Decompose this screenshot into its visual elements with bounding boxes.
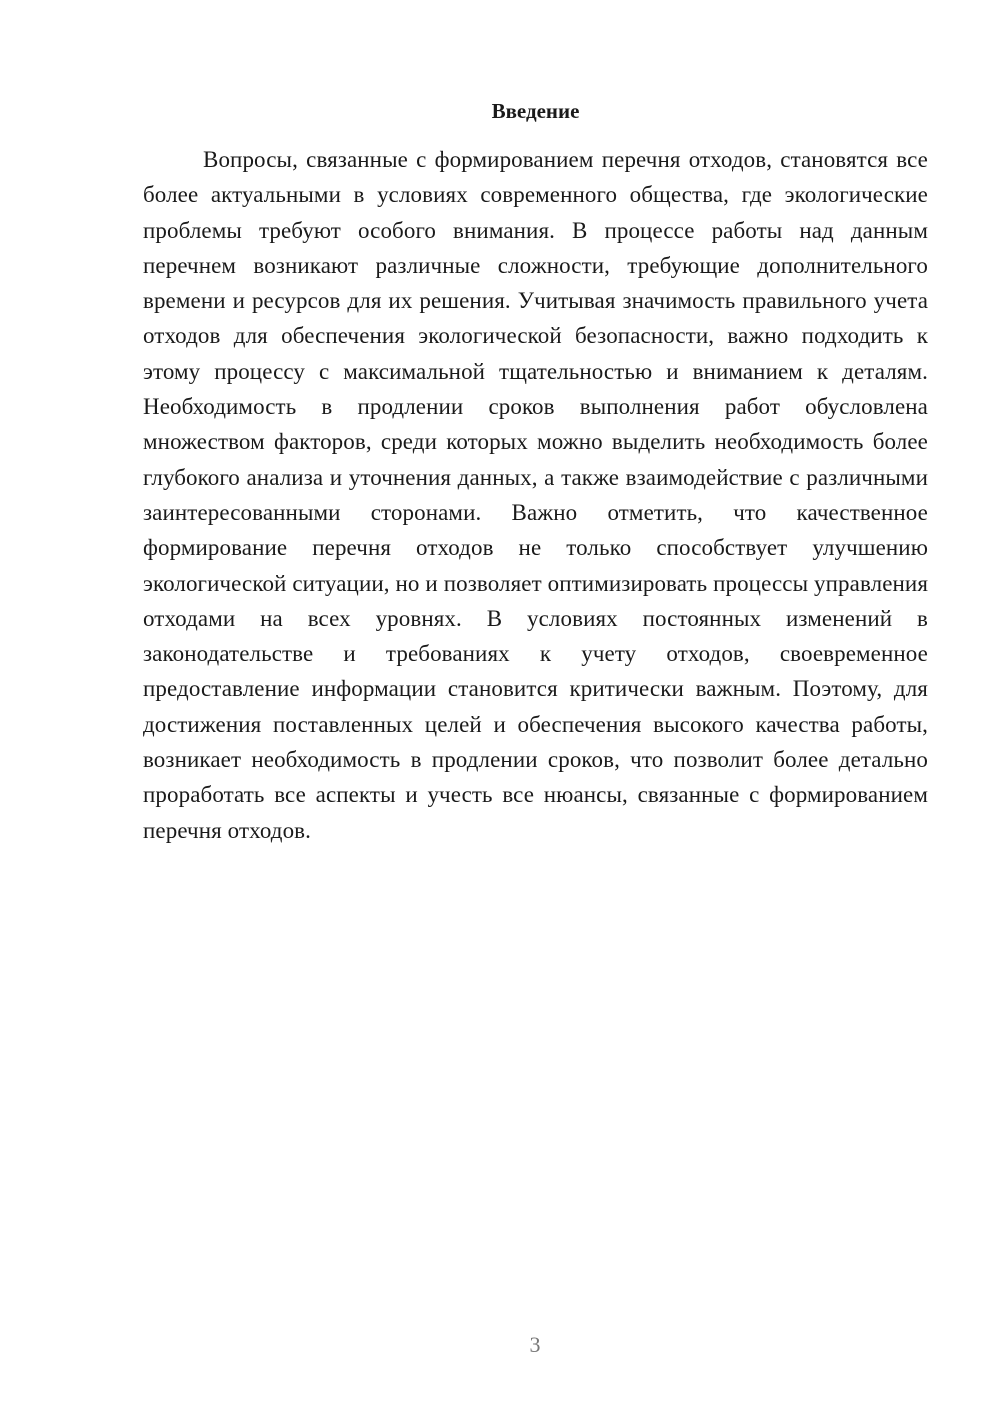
section-heading: Введение <box>491 99 580 123</box>
body-paragraph: Вопросы, связанные с формированием перечня отходов, становятся все более актуальными в условиях современного общества, где экологические проблемы требуют особого внимания. В процессе работы над данным перечнем возникают различные сложности, требующие дополнительного времени и ресурсов для их решения. Учитывая значимость правильного учета отходов для обеспечения экологической безопасности, важно подходить к этому процессу с максимальной тщательностью и вниманием к деталям. Необходимость в продлении сроков выполнения работ обусловлена множеством факторов, среди которых можно выделить необходимость более глубокого анализа и уточнения данных, а также взаимодействие с различными заинтересованными сторонами. Важно отметить, что качественное формирование перечня отходов не только способствует улучшению экологической ситуации, но и позволяет оптимизировать процессы управления отходами на всех уровнях. В условиях постоянных изменений в законодательстве и требованиях к учету отходов, своевременное предоставление информации становится критически важным. Поэтому, для достижения поставленных целей и обеспечения высокого качества работы, возникает необходимость в продлении сроков, что позволит более детально проработать все аспекты и учесть все нюансы, связанные с формированием перечня отходов. <box>143 147 928 843</box>
page-number: 3 <box>529 1332 541 1357</box>
